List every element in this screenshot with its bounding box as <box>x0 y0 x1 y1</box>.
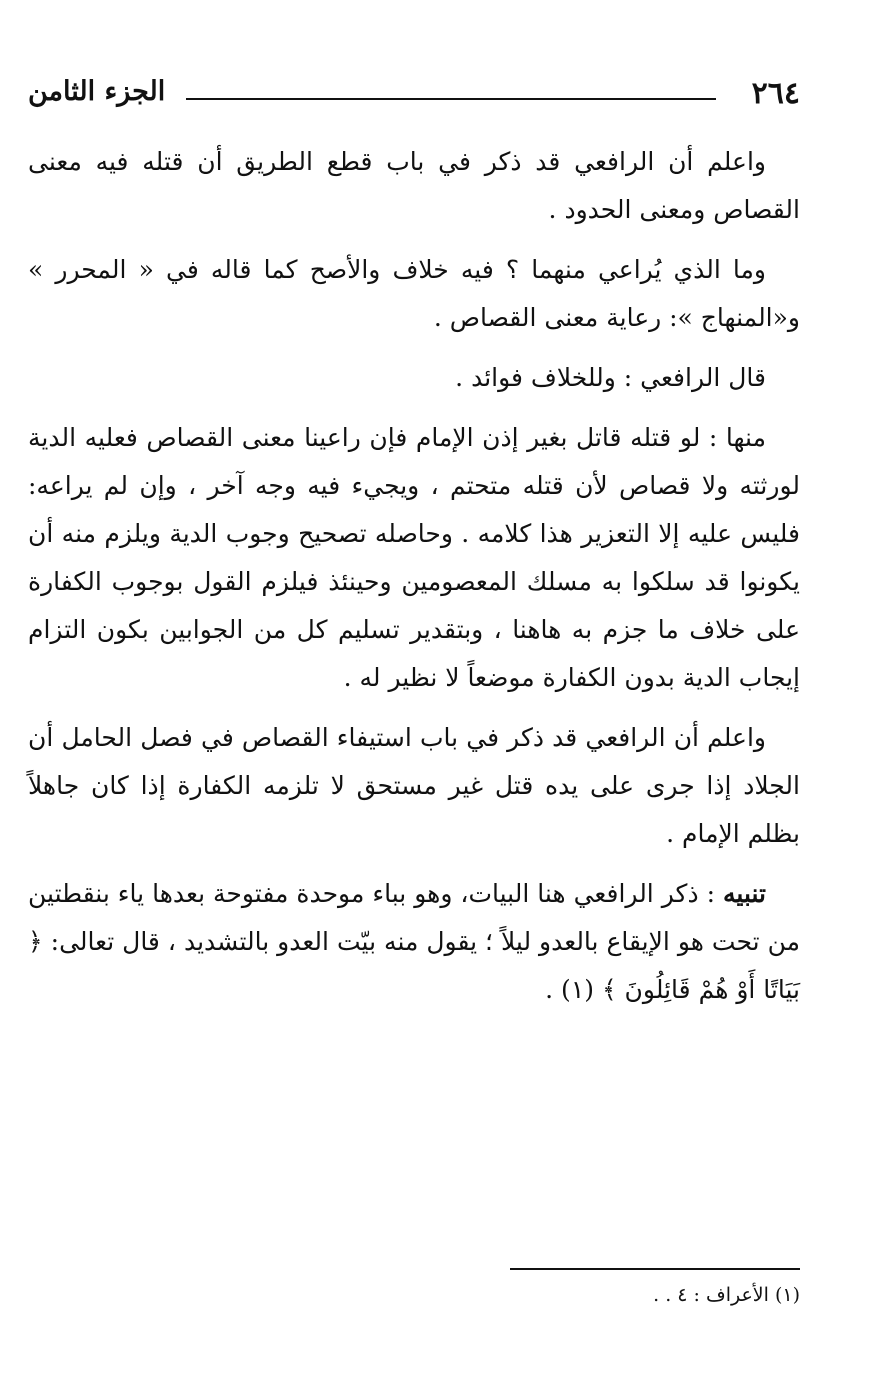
paragraph-text: واعلم أن الرافعي قد ذكر في باب قطع الطريق أن قتله فيه معنى القصاص ومعنى الحدود . <box>28 147 800 224</box>
paragraph-text: وما الذي يُراعي منهما ؟ فيه خلاف والأصح كما قاله في « المحرر » و«المنهاج »: رعاية معنى القصاص . <box>28 255 800 332</box>
header-rule <box>186 98 716 100</box>
footnote: (١) الأعراف : ٤ . . <box>653 1284 800 1306</box>
page-number: ٢٦٤ <box>751 76 800 111</box>
paragraph-text: منها : لو قتله قاتل بغير إذن الإمام فإن راعينا معنى القصاص فعليه الدية لورثته ولا قصاص لأن قتله متحتم ، ويجيء فيه وجه آخر ، وإن لم يراعه: فليس عليه إلا التعزير هذا كلامه . وحاصله تصحيح وجوب الدية ويلزم منه أن يكونوا قد سلكوا به مسلك المعصومين وحينئذ فيلزم القول بوجوب الكفارة على خلاف ما جزم به هاهنا ، وبتقدير تسليم كل من الجوابين بكون التزام إيجاب الدية بدون الكفارة موضعاً لا نظير له . <box>28 423 800 692</box>
paragraph <box>28 246 800 342</box>
paragraph-text: قال الرافعي : وللخلاف فوائد . <box>455 363 766 392</box>
paragraph <box>28 714 800 858</box>
page-header <box>28 72 800 122</box>
paragraph-lead: تنبيه <box>723 879 766 908</box>
paragraph <box>28 354 800 402</box>
footnote-rule <box>510 1268 800 1270</box>
paragraph <box>28 138 800 234</box>
book-page <box>28 72 800 1352</box>
volume-title: الجزء الثامن <box>28 76 166 107</box>
body-text <box>28 138 800 1014</box>
footnotes <box>28 1268 800 1306</box>
paragraph <box>28 870 800 1014</box>
paragraph-text: واعلم أن الرافعي قد ذكر في باب استيفاء القصاص في فصل الحامل أن الجلاد إذا جرى على يده قتل غير مستحق لا تلزمه الكفارة إذا كان جاهلاً بظلم الإمام . <box>28 723 800 848</box>
paragraph <box>28 414 800 702</box>
paragraph-text: : ذكر الرافعي هنا البيات، وهو بباء موحدة مفتوحة بعدها ياء بنقطتين من تحت هو الإيقاع بالعدو ليلاً ؛ يقول منه بيّت العدو بالتشديد ، قال تعالى: ﴿ بَيَاتًا أَوْ هُمْ قَائِلُونَ ﴾ (١) . <box>28 879 800 1004</box>
